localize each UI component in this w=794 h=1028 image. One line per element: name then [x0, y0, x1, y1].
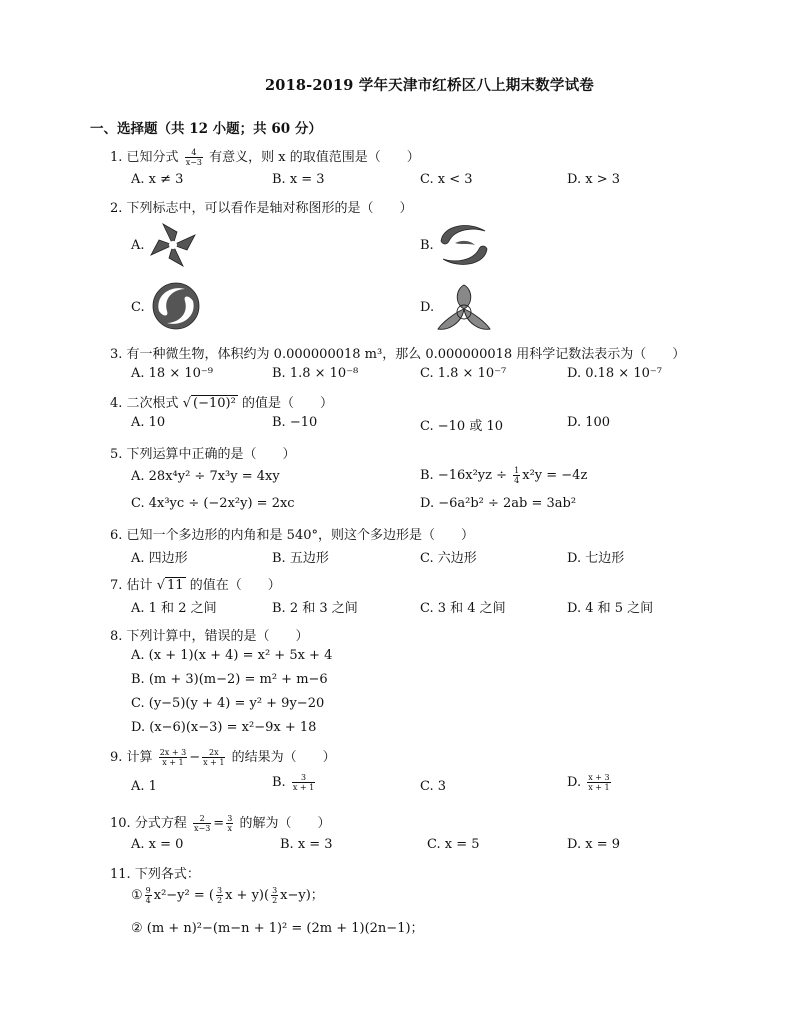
question-number: 11.	[110, 867, 131, 882]
question-text: 的结果为（ ）	[231, 750, 336, 765]
question-4	[110, 392, 333, 411]
option-d: D. −6a²b² ÷ 2ab = 3ab²	[420, 496, 577, 511]
option-b: B. −16x²yz ÷ $\frac{1}{4}$ x²y = −4z	[420, 466, 588, 485]
option-d: D. 七边形	[567, 551, 625, 566]
section-heading: 一、选择题（共 12 小题；共 60 分）	[90, 121, 322, 137]
option-a: A. 1	[131, 779, 157, 794]
question-text: 计算	[126, 750, 153, 765]
fraction: $\frac{4}{x-3}$	[185, 148, 203, 167]
item-2: ② (m + n)²−(m−n + 1)² = (2m + 1)(2n−1)；	[131, 921, 424, 936]
question-text: 的值是（ ）	[241, 396, 333, 411]
question-number: 3.	[110, 347, 123, 362]
option-b: B. x = 3	[280, 837, 333, 852]
option-c: C. 六边形	[420, 551, 477, 566]
question-text: 的值在（ ）	[189, 578, 281, 593]
question-2	[110, 197, 413, 216]
question-number: 5.	[110, 447, 123, 462]
question-text: 有意义，则 x 的取值范围是（ ）	[209, 150, 420, 165]
four-blade-pinwheel-logo	[147, 220, 199, 270]
item-1: ① $\frac{9}{4}$ x²−y² = ( $\frac{3}{2}$ x + y)( $\frac{3}{2}$ x−y)；	[131, 886, 324, 905]
option-c: C. x < 3	[420, 172, 473, 187]
option-d: D.	[420, 300, 435, 315]
option-d: D. 0.18 × 10⁻⁷	[567, 366, 662, 381]
question-9: 9. 计算 $\frac{2x + 3}{x + 1}$ − $\frac{2x}{x + 1}$ 的结果为（ ）	[110, 748, 336, 767]
option-c: C. 1.8 × 10⁻⁷	[420, 366, 507, 381]
option-c: C. −10 或 10	[420, 419, 503, 434]
question-5	[110, 443, 296, 462]
question-number: 9.	[110, 750, 123, 765]
question-text: 下列标志中，可以看作是轴对称图形的是（ ）	[126, 201, 413, 216]
radicand: (−10)²	[193, 396, 236, 411]
option-c: C. 3	[420, 779, 447, 794]
fraction: $\frac{x + 3}{x + 1}$	[588, 773, 610, 792]
question-11	[110, 863, 200, 882]
fraction: $\frac{2x}{x + 1}$	[203, 748, 225, 767]
option-b: B. x = 3	[272, 172, 325, 187]
option-b: B. 五边形	[272, 551, 329, 566]
option-d: D. 4 和 5 之间	[567, 601, 654, 616]
question-number: 6.	[110, 528, 123, 543]
question-text: 已知分式	[126, 150, 179, 165]
question-6	[110, 524, 474, 543]
fraction: $\frac{3}{x}$	[227, 814, 233, 833]
question-number: 8.	[110, 629, 123, 644]
option-c: C.	[131, 300, 145, 315]
question-10: 10. 分式方程 $\frac{2}{x-3}$ = $\frac{3}{x}$ 的解为（ ）	[110, 814, 331, 833]
question-text: 分式方程	[134, 816, 187, 831]
spiral-circle-logo	[149, 281, 203, 331]
question-number: 10.	[110, 816, 131, 831]
fraction: $\frac{3}{2}$	[272, 886, 278, 905]
question-number: 4.	[110, 396, 123, 411]
option-a: A. 10	[131, 415, 166, 430]
question-number: 2.	[110, 201, 123, 216]
radicand: 11	[167, 578, 184, 593]
question-text: 二次根式	[126, 396, 179, 411]
question-text: 已知一个多边形的内角和是 540°，则这个多边形是（ ）	[126, 528, 474, 543]
option-b: B. 1.8 × 10⁻⁸	[272, 366, 359, 381]
question-text: 有一种微生物，体积约为 0.000000018 m³，那么 0.000000018 用科学记数法表示为（ ）	[126, 347, 686, 362]
option-a: A. 1 和 2 之间	[131, 601, 217, 616]
option-d: D. (x−6)(x−3) = x²−9x + 18	[131, 720, 317, 735]
three-petal-knot-logo	[436, 283, 492, 333]
option-d: D. 100	[567, 415, 611, 430]
option-a: A.	[131, 238, 145, 253]
option-c: C. x = 5	[427, 837, 480, 852]
option-b: B. −10	[272, 415, 318, 430]
question-7	[110, 574, 281, 593]
fraction: $\frac{2x + 3}{x + 1}$	[159, 748, 187, 767]
fraction: $\frac{9}{4}$	[145, 886, 151, 905]
option-a: A. 28x⁴y² ÷ 7x³y = 4xy	[131, 469, 280, 484]
question-text: 下列运算中正确的是（ ）	[126, 447, 296, 462]
option-d: D. x = 9	[567, 837, 620, 852]
two-crescent-swirl-logo	[435, 219, 493, 271]
question-text: 下列计算中，错误的是（ ）	[126, 629, 309, 644]
exam-title: 2018-2019 学年天津市红桥区八上期末数学试卷	[265, 77, 594, 94]
option-c: C. 4x³yc ÷ (−2x²y) = 2xc	[131, 496, 295, 511]
option-d: D. $\frac{x + 3}{x + 1}$	[567, 773, 610, 792]
option-a: A. x ≠ 3	[131, 172, 184, 187]
option-b: B. 2 和 3 之间	[272, 601, 358, 616]
option-c: C. 3 和 4 之间	[420, 601, 506, 616]
question-number: 1.	[110, 150, 123, 165]
option-b: B. (m + 3)(m−2) = m² + m−6	[131, 672, 328, 687]
sqrt-sign: √	[156, 578, 165, 593]
option-d: D. x > 3	[567, 172, 620, 187]
question-3	[110, 343, 685, 362]
question-8	[110, 625, 309, 644]
question-number: 7.	[110, 578, 123, 593]
option-a: A. 18 × 10⁻⁹	[131, 366, 213, 381]
option-c: C. (y−5)(y + 4) = y² + 9y−20	[131, 696, 325, 711]
question-text: 下列各式：	[134, 867, 200, 882]
option-b: B.	[420, 238, 434, 253]
fraction: $\frac{3}{2}$	[216, 886, 223, 905]
option-b: B. $\frac{3}{x + 1}$	[272, 773, 315, 792]
sqrt-sign: √	[182, 396, 191, 411]
option-a: A. (x + 1)(x + 4) = x² + 5x + 4	[131, 648, 333, 663]
fraction: $\frac{3}{x + 1}$	[292, 773, 315, 792]
fraction: $\frac{1}{4}$	[514, 466, 520, 485]
option-a: A. 四边形	[131, 551, 188, 566]
question-text: 的解为（ ）	[239, 816, 331, 831]
question-1	[110, 146, 420, 167]
question-text: 估计	[126, 578, 153, 593]
fraction: $\frac{2}{x-3}$	[193, 814, 211, 833]
option-a: A. x = 0	[131, 837, 184, 852]
